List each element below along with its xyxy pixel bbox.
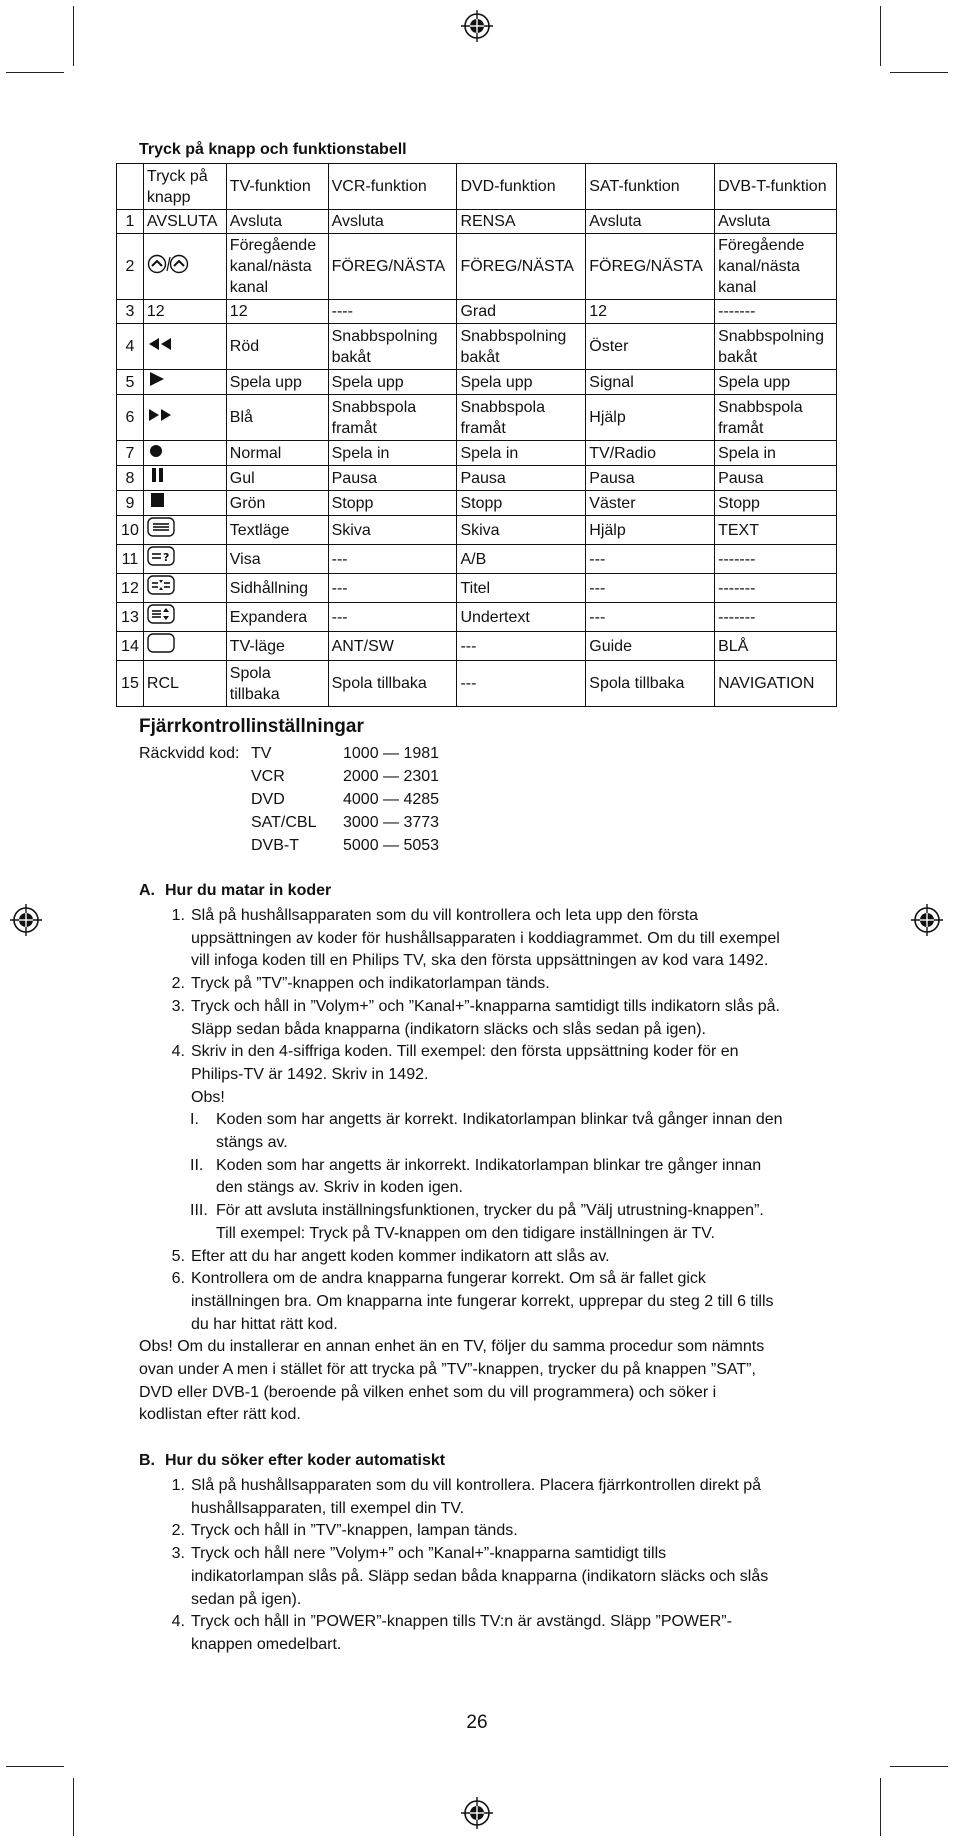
list-line: Tryck på ”TV”-knappen och indikatorlampan tänds. — [191, 975, 550, 993]
list-marker: 1. — [171, 1477, 185, 1494]
dvd-function-cell: RENSA — [457, 210, 586, 234]
list-line: Tryck och håll in ”TV”-knappen, lampan tänds. — [191, 1522, 518, 1540]
sat-function-cell: Avsluta — [586, 210, 715, 234]
record-icon — [147, 442, 165, 464]
code-range: 1000 — 1981 — [343, 745, 440, 762]
vcr-function-cell: Spela in — [328, 441, 457, 466]
dvd-function-cell: --- — [457, 632, 586, 661]
table-row — [117, 395, 837, 441]
row-number: 5 — [117, 370, 144, 395]
section-b-item — [171, 1543, 769, 1611]
code-range-row — [251, 791, 440, 809]
note-item — [190, 1155, 762, 1200]
list-marker: I. — [190, 1111, 199, 1129]
sat-function-cell: --- — [586, 574, 715, 603]
section-a-footnote — [139, 1336, 764, 1427]
sat-function-cell: --- — [586, 603, 715, 632]
row-number: 3 — [117, 300, 144, 324]
row-number: 9 — [117, 491, 144, 516]
dvbt-function-cell: Snabbspolning bakåt — [715, 324, 837, 370]
key-cell: RCL — [143, 661, 226, 707]
list-marker: 6. — [171, 1270, 185, 1288]
registration-mark-icon — [461, 10, 493, 42]
sat-function-cell: Hjälp — [586, 395, 715, 441]
page-number: 26 — [466, 1712, 488, 1733]
list-line: knappen omedelbart. — [191, 1635, 342, 1653]
dvbt-function-cell: ------- — [715, 300, 837, 324]
list-line: Koden som har angetts är korrekt. Indikatorlampan blinkar två gånger innan den — [216, 1111, 783, 1129]
tv-function-cell: Blå — [226, 395, 328, 441]
code-range: 5000 — 5053 — [343, 837, 440, 854]
pause-icon — [147, 467, 167, 489]
dvd-function-cell: Stopp — [457, 491, 586, 516]
vcr-function-cell: Stopp — [328, 491, 457, 516]
list-line: Philips-TV är 1492. Skriv in 1492. — [191, 1065, 429, 1083]
section-a-item — [171, 1246, 610, 1269]
table-row — [117, 441, 837, 466]
footnote-line: DVD eller DVB-1 (beroende på vilken enhet som du vill programmera) och söker i — [139, 1383, 717, 1401]
table-header-cell: Tryck på knapp — [143, 164, 226, 210]
row-number: 14 — [117, 632, 144, 661]
tv-function-cell: TV-läge — [226, 632, 328, 661]
teletext-icon — [147, 517, 175, 543]
vcr-function-cell: Snabbspola framåt — [328, 395, 457, 441]
up-down-arrows-icon — [147, 254, 189, 280]
row-number: 8 — [117, 466, 144, 491]
list-line: Släpp sedan båda knapparna (indikatorn släcks och slås sedan på igen). — [191, 1020, 706, 1038]
table-row — [117, 210, 837, 234]
table-row — [117, 491, 837, 516]
dvbt-function-cell: Avsluta — [715, 210, 837, 234]
section-a-item — [171, 1041, 739, 1109]
note-item — [190, 1109, 783, 1154]
crop-mark — [73, 6, 74, 66]
tv-function-cell: Textläge — [226, 516, 328, 545]
registration-mark-icon — [10, 904, 42, 936]
list-line: För att avsluta inställningsfunktionen, trycker du på ”Välj utrustning-knappen”. — [216, 1202, 764, 1220]
tv-function-cell: Spela upp — [226, 370, 328, 395]
footnote-line: Obs! Om du installerar en annan enhet än en TV, följer du samma procedur som nämnts — [139, 1338, 765, 1356]
row-number: 4 — [117, 324, 144, 370]
section-a-letter: A. — [139, 882, 155, 899]
table-header-cell — [117, 164, 144, 210]
vcr-function-cell: Spola tillbaka — [328, 661, 457, 707]
table-row — [117, 234, 837, 300]
dvbt-function-cell: ------- — [715, 545, 837, 574]
vcr-function-cell: Avsluta — [328, 210, 457, 234]
device-name: TV — [251, 745, 272, 762]
code-range-row — [251, 814, 440, 832]
list-marker: 5. — [171, 1247, 185, 1265]
table-row — [117, 545, 837, 574]
table-header-cell: DVD-funktion — [457, 164, 586, 210]
list-line: Obs! — [191, 1088, 225, 1106]
key-cell — [143, 466, 226, 491]
table-row — [117, 324, 837, 370]
sat-function-cell: FÖREG/NÄSTA — [586, 234, 715, 300]
dvd-function-cell: Snabbspolning bakåt — [457, 324, 586, 370]
note-item — [190, 1200, 764, 1245]
tv-function-cell: Gul — [226, 466, 328, 491]
stop-icon — [147, 492, 167, 514]
hold-icon — [147, 575, 175, 601]
range-label: Räckvidd kod: — [139, 745, 240, 762]
key-cell — [143, 324, 226, 370]
vcr-function-cell: ---- — [328, 300, 457, 324]
row-number: 11 — [117, 545, 144, 574]
list-line: indikatorlampan slås på. Släpp sedan båda knapparna (indikatorn släcks och slås — [191, 1567, 769, 1585]
table-row — [117, 516, 837, 545]
list-line: stängs av. — [216, 1134, 288, 1151]
crop-mark — [6, 1766, 64, 1767]
row-number: 7 — [117, 441, 144, 466]
sat-function-cell: Öster — [586, 324, 715, 370]
list-line: Koden som har angetts är inkorrekt. Indikatorlampan blinkar tre gånger innan — [216, 1156, 762, 1174]
vcr-function-cell: --- — [328, 603, 457, 632]
list-marker: 3. — [171, 1545, 185, 1563]
tv-function-cell: Spola tillbaka — [226, 661, 328, 707]
section-b-item — [171, 1475, 762, 1520]
vcr-function-cell: ANT/SW — [328, 632, 457, 661]
dvbt-function-cell: Spela in — [715, 441, 837, 466]
section-b-heading — [139, 1452, 445, 1470]
sat-function-cell: Guide — [586, 632, 715, 661]
dvbt-function-cell: Pausa — [715, 466, 837, 491]
device-name: VCR — [251, 768, 285, 785]
list-marker: 2. — [171, 975, 185, 993]
table-row — [117, 574, 837, 603]
table-row — [117, 370, 837, 395]
svg-text:?: ? — [162, 551, 170, 564]
list-line: uppsättningen av koder för hushållsapparaten i koddiagrammet. Om du till exempel — [191, 929, 780, 947]
code-range-row — [251, 745, 440, 763]
dvd-function-cell: A/B — [457, 545, 586, 574]
list-line: hushållsapparaten, till exempel din TV. — [191, 1499, 465, 1517]
crop-mark — [73, 1778, 74, 1836]
play-icon — [147, 371, 167, 393]
tv-function-cell: 12 — [226, 300, 328, 324]
list-line: Kontrollera om de andra knapparna fungerar korrekt. Om så är fallet gick — [191, 1270, 706, 1288]
list-marker: 2. — [171, 1522, 185, 1540]
list-line: Skriv in den 4-siffriga koden. Till exempel: den första uppsättning koder för en — [191, 1043, 739, 1061]
row-number: 15 — [117, 661, 144, 707]
footnote-line: ovan under A men i stället för att trycka på ”TV”-knappen, trycker du på knappen ”SAT”, — [139, 1361, 756, 1378]
code-range: 4000 — 4285 — [343, 791, 440, 808]
list-line: den stängs av. Skriv in koden igen. — [216, 1179, 463, 1197]
list-line: Slå på hushållsapparaten som du vill kontrollera och leta upp den första — [191, 907, 698, 924]
footnote-line: kodlistan efter rätt kod. — [139, 1406, 301, 1424]
row-number: 12 — [117, 574, 144, 603]
tv-function-cell: Visa — [226, 545, 328, 574]
row-number: 1 — [117, 210, 144, 234]
key-cell — [143, 603, 226, 632]
dvbt-function-cell: Spela upp — [715, 370, 837, 395]
section-a-heading — [139, 882, 331, 900]
table-header-cell: VCR-funktion — [328, 164, 457, 210]
dvbt-function-cell: NAVIGATION — [715, 661, 837, 707]
device-name: SAT/CBL — [251, 814, 317, 831]
section-b-item — [171, 1611, 732, 1656]
section-a-item — [171, 973, 550, 996]
key-cell: AVSLUTA — [143, 210, 226, 234]
list-marker: 3. — [171, 997, 185, 1015]
key-cell — [143, 370, 226, 395]
vcr-function-cell: FÖREG/NÄSTA — [328, 234, 457, 300]
dvbt-function-cell: TEXT — [715, 516, 837, 545]
vcr-function-cell: --- — [328, 574, 457, 603]
list-marker: II. — [190, 1156, 204, 1174]
tv-function-cell: Röd — [226, 324, 328, 370]
code-range-row — [251, 837, 440, 855]
device-name: DVB-T — [251, 837, 299, 854]
dvd-function-cell: Titel — [457, 574, 586, 603]
list-marker: III. — [190, 1202, 208, 1220]
row-number: 13 — [117, 603, 144, 632]
vcr-function-cell: Spela upp — [328, 370, 457, 395]
key-cell — [143, 395, 226, 441]
dvbt-function-cell: BLÅ — [715, 632, 837, 661]
section-a-item — [171, 1268, 774, 1336]
code-range-row — [251, 768, 440, 786]
section-b-title: Hur du söker efter koder automatiskt — [165, 1452, 446, 1469]
crop-mark — [880, 6, 881, 66]
dvbt-function-cell: Snabbspola framåt — [715, 395, 837, 441]
dvd-function-cell: --- — [457, 661, 586, 707]
row-number: 2 — [117, 234, 144, 300]
list-line: Tryck och håll in ”POWER”-knappen tills TV:n är avstängd. Släpp ”POWER”- — [191, 1613, 732, 1631]
dvd-function-cell: Snabbspola framåt — [457, 395, 586, 441]
section-a-item — [171, 905, 780, 973]
device-name: DVD — [251, 791, 285, 808]
section-b-letter: B. — [139, 1452, 155, 1469]
sat-function-cell: Pausa — [586, 466, 715, 491]
crop-mark — [890, 1766, 948, 1767]
reveal-icon — [147, 546, 175, 572]
dvbt-function-cell: Föregående kanal/nästa kanal — [715, 234, 837, 300]
tv-function-cell: Sidhållning — [226, 574, 328, 603]
sat-function-cell: --- — [586, 545, 715, 574]
key-cell — [143, 441, 226, 466]
table-row — [117, 603, 837, 632]
sat-function-cell: Signal — [586, 370, 715, 395]
key-cell — [143, 234, 226, 300]
registration-mark-icon — [461, 1797, 493, 1829]
table-row — [117, 466, 837, 491]
section-a-title: Hur du matar in koder — [165, 882, 332, 899]
crop-mark — [890, 72, 948, 73]
dvd-function-cell: Pausa — [457, 466, 586, 491]
dvd-function-cell: Grad — [457, 300, 586, 324]
list-line: Tryck och håll nere ”Volym+” och ”Kanal+”-knapparna samtidigt tills — [191, 1545, 667, 1563]
dvbt-function-cell: Stopp — [715, 491, 837, 516]
code-range: 2000 — 2301 — [343, 768, 440, 785]
crop-mark — [6, 72, 64, 73]
row-number: 10 — [117, 516, 144, 545]
tv-function-cell: Normal — [226, 441, 328, 466]
dvd-function-cell: Spela in — [457, 441, 586, 466]
list-line: Till exempel: Tryck på TV-knappen om den tidigare inställningen är TV. — [216, 1224, 715, 1242]
section-b-item — [171, 1520, 518, 1543]
list-line: inställningen bra. Om knapparna inte fungerar korrekt, upprepar du steg 2 till 6 tills — [191, 1292, 774, 1310]
table-header-row — [117, 164, 837, 210]
list-line: vill infoga koden till en Philips TV, ska den första uppsättningen av kod vara 1492. — [191, 952, 769, 970]
sat-function-cell: TV/Radio — [586, 441, 715, 466]
tv-function-cell: Avsluta — [226, 210, 328, 234]
tv-function-cell: Grön — [226, 491, 328, 516]
key-cell — [143, 632, 226, 661]
key-cell — [143, 491, 226, 516]
dvd-function-cell: Skiva — [457, 516, 586, 545]
table-row — [117, 661, 837, 707]
table-row — [117, 300, 837, 324]
settings-title: Fjärrkontrollinställningar — [139, 716, 364, 737]
row-number: 6 — [117, 395, 144, 441]
rewind-icon — [147, 336, 173, 357]
expand-icon — [147, 604, 175, 630]
code-range: 3000 — 3773 — [343, 814, 440, 831]
key-cell — [143, 574, 226, 603]
crop-mark — [880, 1778, 881, 1836]
vcr-function-cell: Skiva — [328, 516, 457, 545]
table-header-cell: SAT-funktion — [586, 164, 715, 210]
table-row — [117, 632, 837, 661]
list-line: du har hittat rätt kod. — [191, 1315, 338, 1333]
function-table — [116, 163, 837, 707]
key-cell: 12 — [143, 300, 226, 324]
list-line: sedan på igen). — [191, 1590, 302, 1608]
registration-mark-icon — [911, 904, 943, 936]
fast-forward-icon — [147, 407, 173, 428]
list-line: Tryck och håll in ”Volym+” och ”Kanal+”-knapparna samtidigt tills indikatorn slås på. — [191, 997, 780, 1015]
sat-function-cell: 12 — [586, 300, 715, 324]
list-line: Slå på hushållsapparaten som du vill kontrollera. Placera fjärrkontrollen direkt på — [191, 1477, 762, 1494]
key-cell — [143, 516, 226, 545]
sat-function-cell: Spola tillbaka — [586, 661, 715, 707]
vcr-function-cell: --- — [328, 545, 457, 574]
vcr-function-cell: Snabbspolning bakåt — [328, 324, 457, 370]
list-marker: 4. — [171, 1043, 185, 1061]
list-marker: 4. — [171, 1613, 185, 1631]
dvbt-function-cell: ------- — [715, 574, 837, 603]
table-title: Tryck på knapp och funktionstabell — [139, 141, 407, 158]
vcr-function-cell: Pausa — [328, 466, 457, 491]
dvd-function-cell: FÖREG/NÄSTA — [457, 234, 586, 300]
sat-function-cell: Väster — [586, 491, 715, 516]
list-line: Efter att du har angett koden kommer indikatorn att slås av. — [191, 1247, 610, 1265]
sat-function-cell: Hjälp — [586, 516, 715, 545]
table-header-cell: TV-funktion — [226, 164, 328, 210]
table-header-cell: DVB-T-funktion — [715, 164, 837, 210]
dvbt-function-cell: ------- — [715, 603, 837, 632]
dvd-function-cell: Spela upp — [457, 370, 586, 395]
tv-function-cell: Föregående kanal/nästa kanal — [226, 234, 328, 300]
dvd-function-cell: Undertext — [457, 603, 586, 632]
tv-mode-icon — [147, 633, 175, 659]
section-a-item — [171, 996, 780, 1041]
key-cell — [143, 545, 226, 574]
list-marker: 1. — [171, 907, 185, 924]
tv-function-cell: Expandera — [226, 603, 328, 632]
